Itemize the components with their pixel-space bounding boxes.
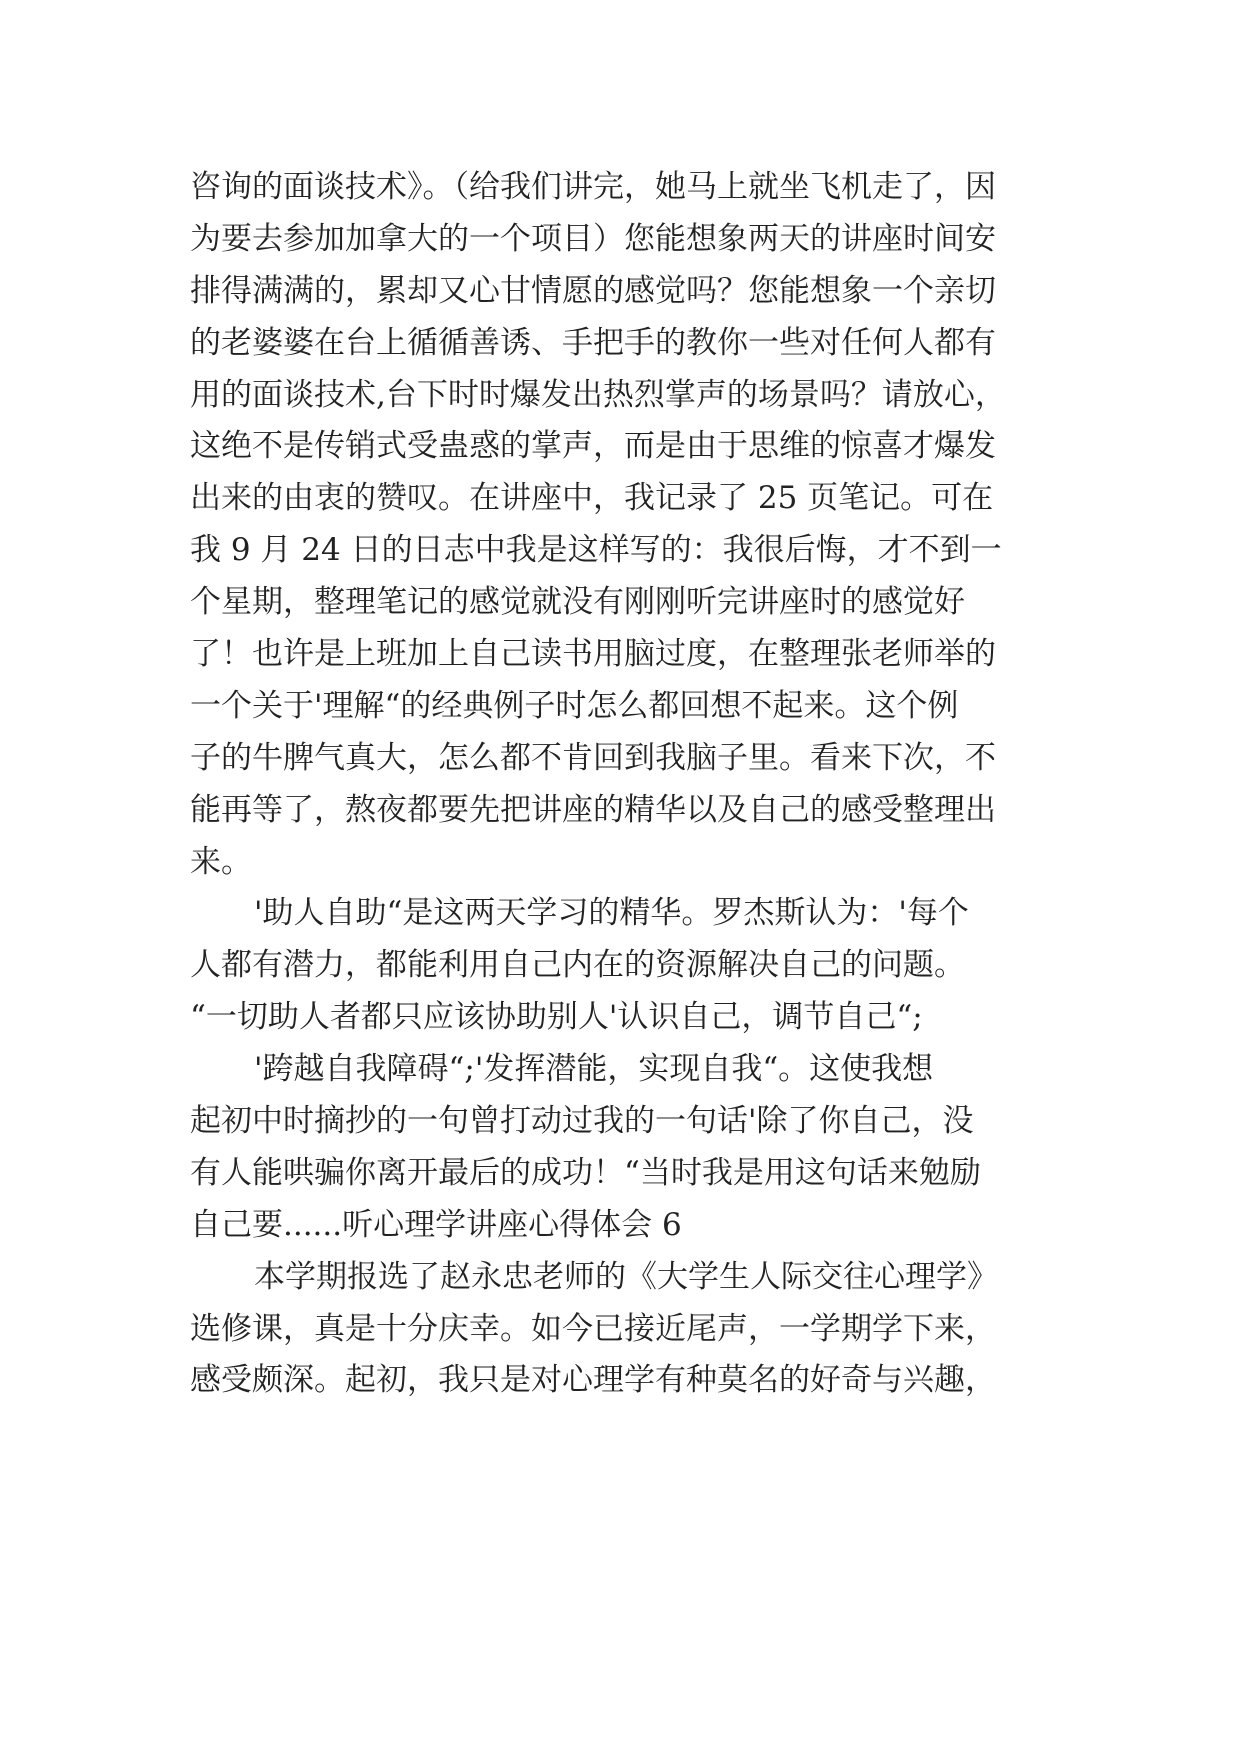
text-line: 来。 bbox=[190, 843, 252, 880]
text-line: 这绝不是传销式受蛊惑的掌声，而是由于思维的惊喜才爆发 bbox=[190, 428, 996, 465]
text-line: 的老婆婆在台上循循善诱、手把手的教你一些对任何人都有 bbox=[190, 324, 996, 361]
text-line: 感受颇深。起初，我只是对心理学有种莫名的好奇与兴趣， bbox=[190, 1362, 996, 1399]
text-line: 人都有潜力，都能利用自己内在的资源解决自己的问题。 bbox=[190, 947, 965, 984]
text-line: 有人能哄骗你离开最后的成功！“当时我是用这句话来勉励 bbox=[190, 1154, 981, 1191]
body-text bbox=[190, 162, 1060, 1407]
text-line: 我 9 月 24 日的日志中我是这样写的：我很后悔，才不到一 bbox=[190, 532, 1002, 569]
paragraph-start-line: '跨越自我障碍“;'发挥潜能，实现自我“。这使我想 bbox=[254, 1051, 934, 1088]
text-line: 咨询的面谈技术》。（给我们讲完，她马上就坐飞机走了，因 bbox=[190, 169, 996, 205]
paragraph-start-line: '助人自助“是这两天学习的精华。罗杰斯认为：'每个 bbox=[254, 895, 969, 932]
text-line: 了！也许是上班加上自己读书用脑过度，在整理张老师举的 bbox=[190, 636, 996, 673]
text-line: 选修课，真是十分庆幸。如今已接近尾声，一学期学下来， bbox=[190, 1310, 996, 1347]
text-line: 自己要......听心理学讲座心得体会 6 bbox=[190, 1206, 682, 1243]
text-line: 个星期，整理笔记的感觉就没有刚刚听完讲座时的感觉好 bbox=[190, 584, 965, 621]
paragraph-start-line: 本学期报选了赵永忠老师的《大学生人际交往心理学》 bbox=[254, 1258, 998, 1295]
text-line: “一切助人者都只应该协助别人'认识自己，调节自己“; bbox=[190, 999, 923, 1036]
text-line: 能再等了，熬夜都要先把讲座的精华以及自己的感受整理出 bbox=[190, 791, 996, 828]
text-line: 用的面谈技术,台下时时爆发出热烈掌声的场景吗？请放心， bbox=[190, 376, 1006, 413]
text-line: 为要去参加加拿大的一个项目）您能想象两天的讲座时间安 bbox=[190, 220, 996, 257]
text-line: 出来的由衷的赞叹。在讲座中，我记录了 25 页笔记。可在 bbox=[190, 480, 994, 517]
text-line: 一个关于'理解“的经典例子时怎么都回想不起来。这个例 bbox=[190, 687, 959, 724]
text-line: 排得满满的，累却又心甘情愿的感觉吗？您能想象一个亲切 bbox=[190, 272, 996, 309]
text-line: 起初中时摘抄的一句曾打动过我的一句话'除了你自己，没 bbox=[190, 1103, 974, 1140]
text-line: 子的牛脾气真大，怎么都不肯回到我脑子里。看来下次，不 bbox=[190, 739, 996, 776]
